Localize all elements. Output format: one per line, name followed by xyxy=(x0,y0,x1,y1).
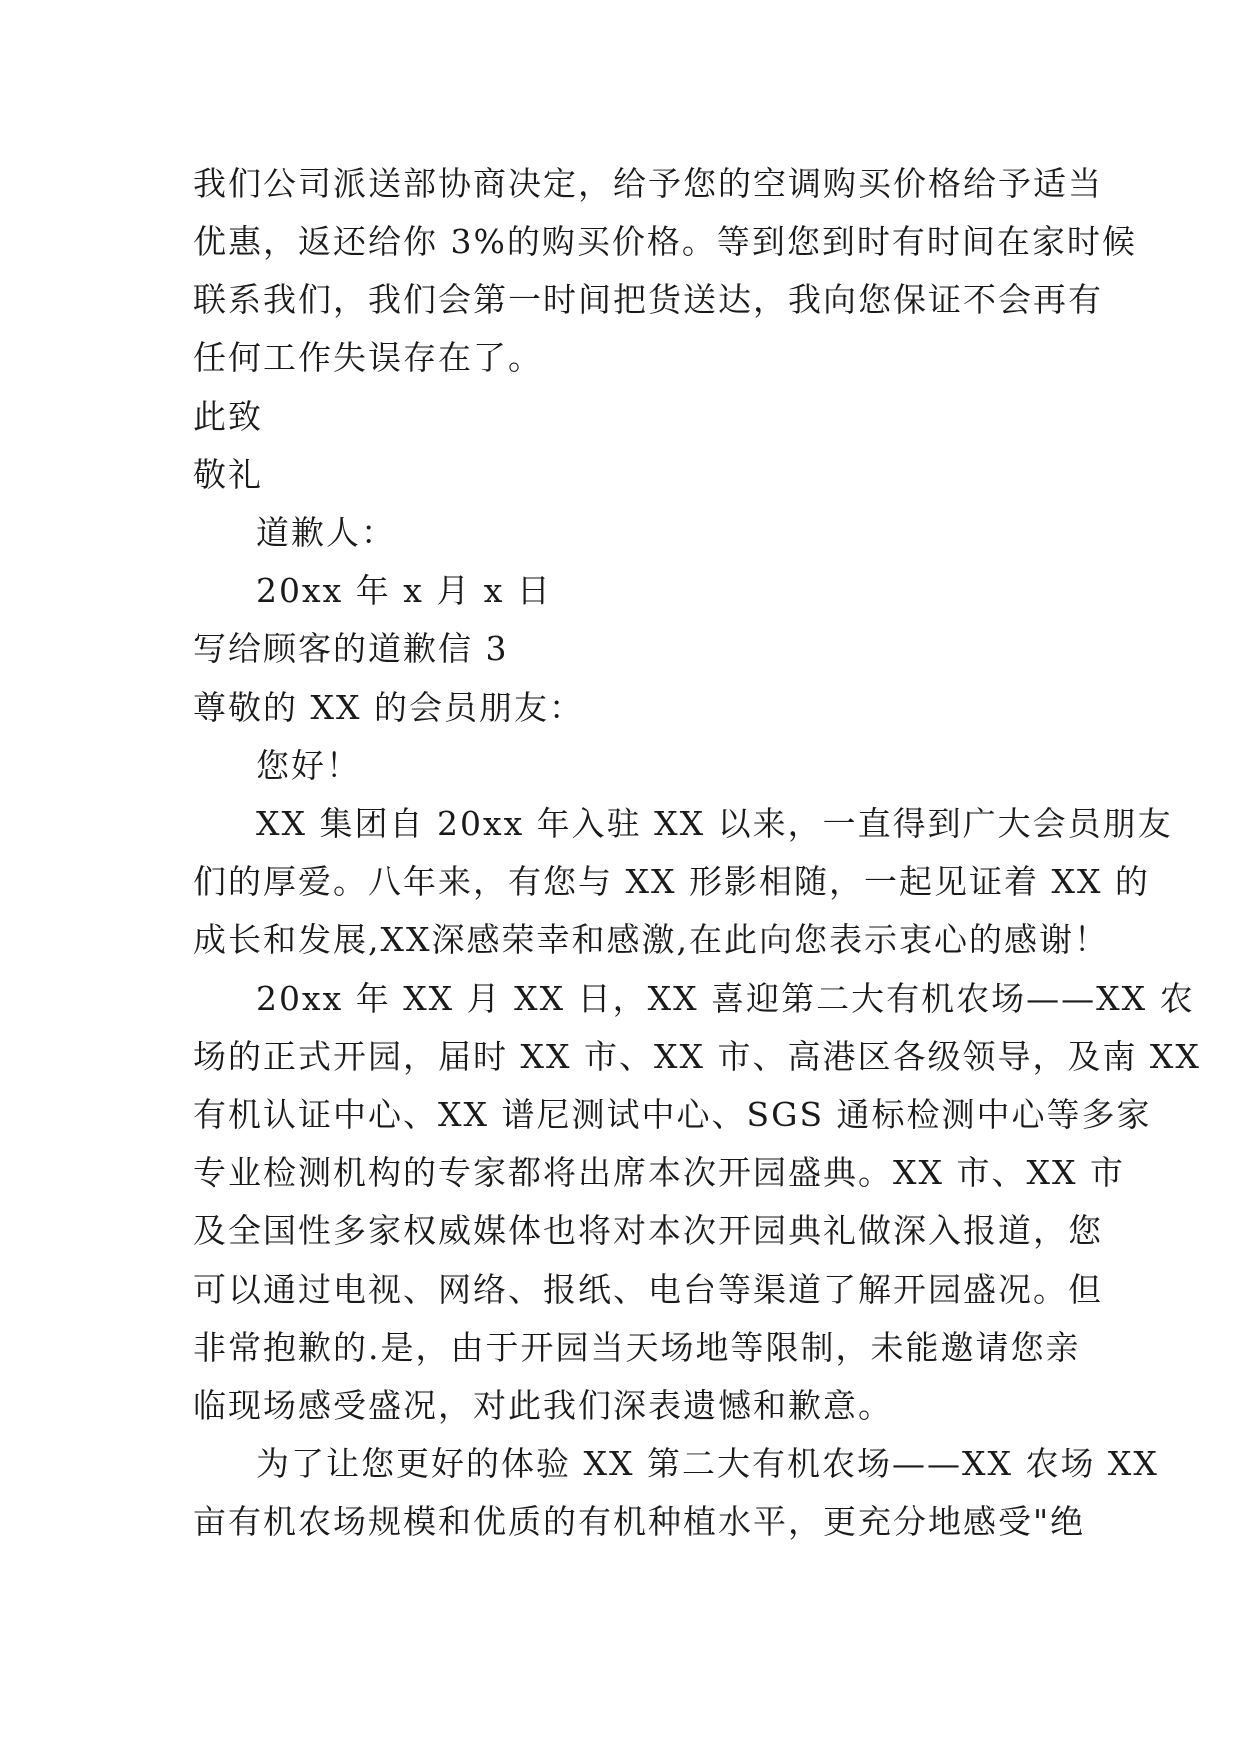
body-text-line: 我们公司派送部协商决定，给予您的空调购买价格给予适当 xyxy=(193,164,1103,203)
closing-regards: 敬礼 xyxy=(193,455,263,494)
body-text-line: XX 集团自 20xx 年入驻 XX 以来，一直得到广大会员朋友 xyxy=(256,804,1173,843)
signature-date: 20xx 年 x 月 x 日 xyxy=(256,571,552,610)
body-text-line: 任何工作失误存在了。 xyxy=(193,338,543,377)
closing-salutation: 此致 xyxy=(193,397,263,436)
section-title: 写给顾客的道歉信 3 xyxy=(193,629,509,668)
body-text-line: 们的厚爱。八年来，有您与 XX 形影相随，一起见证着 XX 的 xyxy=(193,862,1150,901)
body-text-line: 可以通过电视、网络、报纸、电台等渠道了解开园盛况。但 xyxy=(193,1270,1103,1309)
body-text-line: 联系我们，我们会第一时间把货送达，我向您保证不会再有 xyxy=(193,280,1103,319)
body-text-line: 有机认证中心、XX 谱尼测试中心、SGS 通标检测中心等多家 xyxy=(193,1095,1152,1134)
body-text-line: 成长和发展,XX深感荣幸和感激,在此向您表示衷心的感谢！ xyxy=(193,920,1109,959)
body-text-line: 专业检测机构的专家都将出席本次开园盛典。XX 市、XX 市 xyxy=(193,1153,1125,1192)
body-text-line: 及全国性多家权威媒体也将对本次开园典礼做深入报道，您 xyxy=(193,1211,1103,1250)
greeting-hello: 您好！ xyxy=(256,746,361,785)
body-text-line: 场的正式开园，届时 XX 市、XX 市、高港区各级领导，及南 XX xyxy=(193,1037,1201,1076)
greeting-recipient: 尊敬的 XX 的会员朋友： xyxy=(193,688,584,727)
body-text-line: 亩有机农场规模和优质的有机种植水平，更充分地感受"绝 xyxy=(193,1502,1086,1541)
body-text-line: 优惠，返还给你 3%的购买价格。等到您到时有时间在家时候 xyxy=(193,222,1137,261)
body-text-line: 非常抱歉的.是，由于开园当天场地等限制，未能邀请您亲 xyxy=(193,1328,1081,1367)
body-text-line: 临现场感受盛况，对此我们深表遗憾和歉意。 xyxy=(193,1386,893,1425)
body-text-line: 为了让您更好的体验 XX 第二大有机农场——XX 农场 XX xyxy=(256,1444,1159,1483)
body-text-line: 20xx 年 XX 月 XX 日，XX 喜迎第二大有机农场——XX 农 xyxy=(256,979,1195,1018)
signature-label: 道歉人： xyxy=(256,513,396,552)
